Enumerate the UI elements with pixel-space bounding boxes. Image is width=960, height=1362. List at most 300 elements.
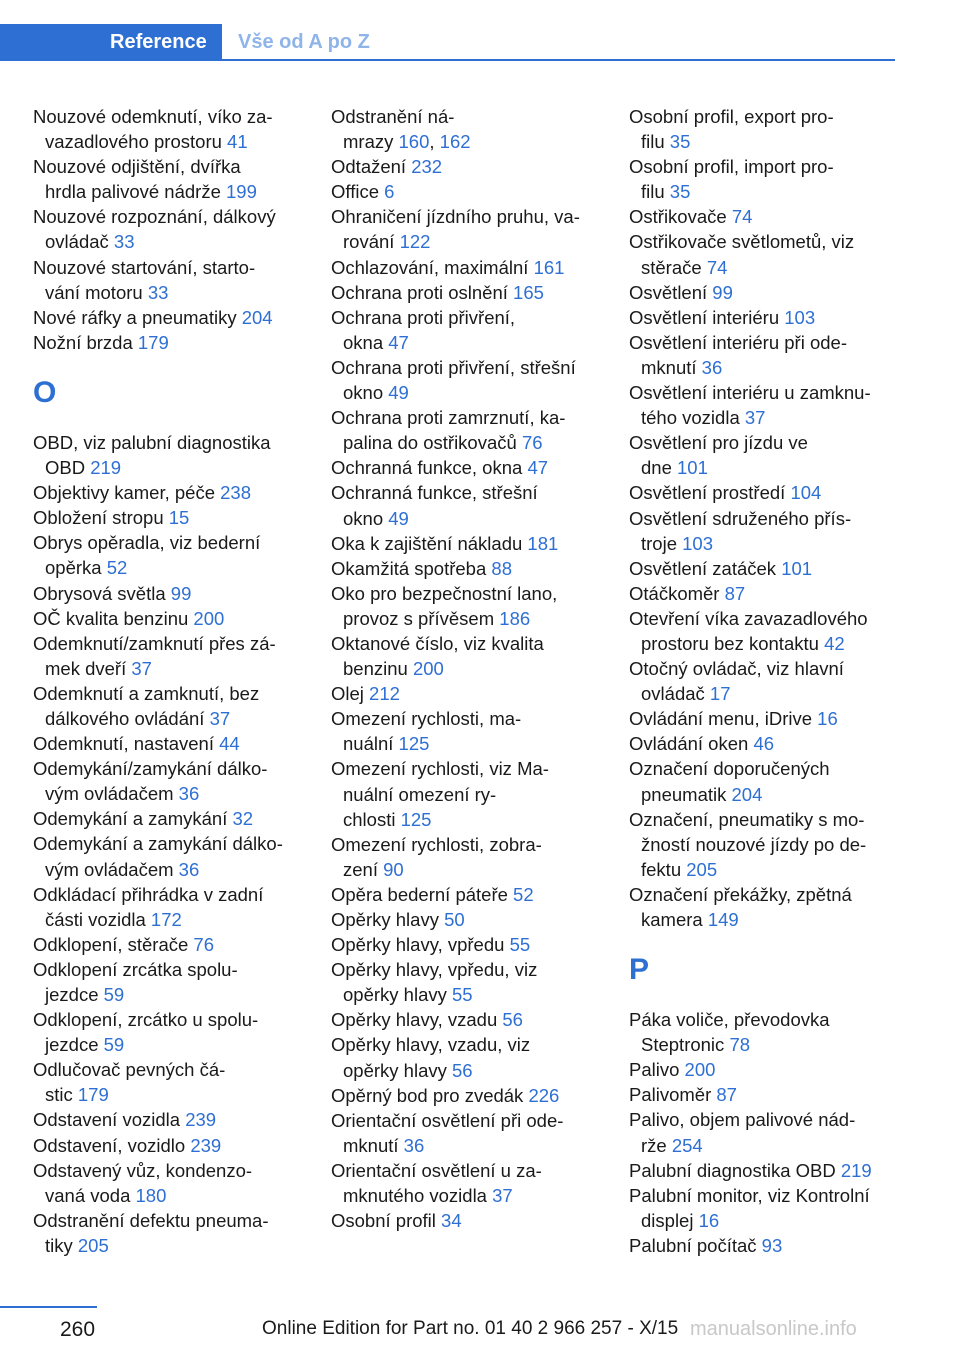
index-entry-label: Osvětlení prostředí	[629, 482, 791, 504]
index-entry-text	[33, 882, 301, 907]
index-entry-label: Otáčkoměr	[629, 582, 725, 604]
index-entry-text	[331, 104, 599, 129]
index-entry-text	[629, 556, 897, 581]
page-link[interactable]: 56	[502, 1009, 523, 1031]
index-entry-label: provoz s přívěsem	[343, 607, 500, 629]
page-link[interactable]: 50	[444, 909, 465, 930]
index-entry-label: Odemykání/zamykání dálko-	[33, 758, 268, 780]
index-entry-text	[33, 731, 301, 756]
page-link[interactable]: 205	[77, 1234, 109, 1256]
index-entry-text	[33, 831, 301, 856]
page-link[interactable]: 37	[492, 1185, 513, 1207]
index-entry-text	[33, 606, 301, 631]
page-link[interactable]: 90	[383, 858, 404, 880]
index-entry-label: Otevření víka zavazadlového	[629, 607, 868, 629]
index-entry-text	[331, 531, 599, 556]
index-entry-label: Obrys opěradla, viz bederní	[33, 532, 261, 554]
index-entry-text	[331, 405, 599, 430]
index-entry-label: Ochlazování, maximální	[331, 256, 534, 278]
page-link[interactable]: 52	[513, 883, 534, 905]
page-link[interactable]: 199	[226, 181, 257, 203]
index-entry-text	[331, 581, 599, 606]
index-entry-label: ovládač	[45, 231, 114, 253]
page-link[interactable]: 33	[113, 231, 135, 253]
page-link[interactable]: 88	[491, 557, 512, 579]
index-entry-label: Odemykání a zamykání	[33, 808, 233, 830]
index-entry	[33, 305, 301, 330]
index-entry	[33, 1107, 301, 1132]
index-entry	[331, 882, 599, 907]
index-entry-label: filu	[641, 131, 670, 153]
index-entry-text	[331, 154, 599, 179]
index-entry-label: filu	[641, 181, 670, 203]
index-entry	[33, 957, 301, 1007]
index-entry-label: Nouzové startování, starto-	[33, 256, 256, 278]
index-entry-text	[629, 305, 897, 330]
tab-all-a-to-z[interactable]: Vše od A po Z	[238, 31, 370, 53]
page-link[interactable]: 162	[439, 131, 471, 153]
index-entry-label: jezdce	[45, 984, 104, 1005]
index-entry-text	[629, 581, 897, 606]
page-link[interactable]: 37	[131, 657, 152, 679]
page-link[interactable]: 16	[817, 708, 838, 730]
page-link[interactable]: 99	[712, 281, 733, 303]
page-link[interactable]: 161	[533, 256, 565, 278]
index-entry-text	[331, 255, 599, 280]
page-link[interactable]: 179	[77, 1084, 109, 1106]
index-entry-text	[331, 1032, 599, 1057]
page-link[interactable]: 165	[513, 281, 544, 303]
page-link[interactable]: 37	[744, 407, 766, 429]
page-link[interactable]: 99	[170, 582, 192, 604]
index-entry-text	[331, 1083, 599, 1108]
index-entry-text	[331, 1007, 599, 1032]
index-entry-label: Ostřikovače	[629, 206, 732, 228]
index-entry	[33, 1208, 301, 1258]
index-entry-label: Ochranná funkce, střešní	[331, 482, 538, 504]
index-entry	[331, 756, 599, 831]
page-link[interactable]: 44	[219, 733, 240, 755]
index-entry-text	[629, 1133, 897, 1158]
index-column-2	[331, 104, 599, 1233]
index-entry-text	[331, 204, 599, 229]
page-link[interactable]: 160	[398, 131, 430, 153]
index-entry-text	[629, 857, 897, 882]
index-entry	[331, 1032, 599, 1082]
index-entry-label: Páka voliče, převodovka	[629, 1009, 830, 1031]
index-entry-label: rže	[641, 1134, 672, 1156]
page-link[interactable]: 179	[137, 331, 169, 353]
page-link[interactable]: 204	[731, 783, 763, 805]
index-entry-label: ovládač	[641, 683, 710, 705]
index-entry-text	[33, 781, 301, 806]
page-link[interactable]: 49	[388, 507, 409, 529]
page-link[interactable]: 17	[709, 683, 731, 705]
index-entry	[629, 154, 897, 204]
index-entry	[331, 455, 599, 480]
index-entry-text	[33, 1082, 301, 1107]
index-entry-text	[629, 330, 897, 355]
page-link[interactable]: 59	[103, 984, 125, 1005]
page-link[interactable]: 52	[106, 557, 128, 579]
index-entry-text	[33, 656, 301, 681]
index-entry	[629, 581, 897, 606]
index-entry-text	[331, 430, 599, 455]
index-entry-label: Palivo	[629, 1059, 685, 1081]
index-entry-text	[331, 957, 599, 982]
index-entry-text	[331, 731, 599, 756]
index-entry	[331, 405, 599, 455]
index-entry-text	[629, 255, 897, 280]
index-entry-label: Nové ráfky a pneumatiky	[33, 306, 242, 328]
index-entry-label: Opěrky hlavy, vzadu, viz	[331, 1034, 531, 1056]
index-entry-text	[629, 731, 897, 756]
page-link[interactable]: 36	[178, 858, 200, 880]
index-entry	[33, 831, 301, 881]
index-entry-label: vým ovládačem	[45, 858, 179, 880]
index-entry-label: Nožní brzda	[33, 331, 138, 353]
index-entry-text	[33, 756, 301, 781]
page-link[interactable]: 47	[388, 331, 409, 353]
index-entry-text	[33, 154, 301, 179]
index-entry-text	[629, 280, 897, 305]
index-entry-text	[331, 229, 599, 254]
index-entry-label: OBD	[45, 457, 91, 479]
index-entry-text	[629, 706, 897, 731]
page-link[interactable]: 36	[178, 783, 200, 805]
index-entry	[331, 832, 599, 882]
index-entry-label: vým ovládačem	[45, 783, 179, 805]
index-entry-text	[331, 179, 599, 204]
page-link[interactable]: 122	[399, 231, 431, 253]
index-entry-text	[331, 606, 599, 631]
index-entry	[33, 681, 301, 731]
index-entry-text	[331, 330, 599, 355]
index-entry	[331, 581, 599, 631]
index-entry	[629, 1158, 897, 1183]
page-link[interactable]: 55	[509, 934, 531, 956]
page-link[interactable]: 103	[784, 306, 816, 328]
page-link[interactable]: 32	[232, 808, 254, 830]
index-entry-text	[629, 1007, 897, 1032]
page-link[interactable]: 87	[716, 1084, 737, 1106]
index-entry	[33, 330, 301, 355]
index-entry-label: palina do ostřikovačů	[343, 432, 522, 454]
index-entry-text	[629, 506, 897, 531]
index-entry	[331, 154, 599, 179]
footer-rule	[0, 1306, 97, 1308]
page-link[interactable]: 74	[706, 256, 728, 278]
index-entry-text	[629, 204, 897, 229]
index-entry-label: Označení, pneumatiky s mo-	[629, 808, 865, 830]
index-entry-label: Palivo, objem palivové nád-	[629, 1109, 856, 1131]
page-link[interactable]: 205	[686, 858, 718, 880]
index-entry	[33, 154, 301, 204]
page-link[interactable]: 78	[729, 1034, 751, 1056]
index-entry-text	[331, 982, 599, 1007]
index-entry-label: mknutí	[641, 356, 702, 378]
page-link[interactable]: 254	[671, 1134, 703, 1156]
index-letter-heading: O	[33, 375, 57, 409]
index-entry-text	[331, 280, 599, 305]
index-entry-text	[629, 606, 897, 631]
page-link[interactable]: 204	[241, 306, 273, 328]
page-link[interactable]: 101	[677, 457, 708, 479]
index-entry-text	[33, 1032, 301, 1057]
index-entry-text: mrazy 160, 162	[343, 131, 471, 153]
page-link[interactable]: 36	[701, 356, 723, 378]
index-entry-label: Ochranná funkce, okna	[331, 457, 528, 479]
page-link[interactable]: 149	[707, 909, 739, 930]
page-link[interactable]: 37	[209, 707, 231, 729]
index-entry-text	[33, 330, 301, 355]
index-entry-text	[33, 480, 301, 505]
page-link[interactable]: 200	[412, 658, 444, 680]
index-entry-text	[33, 581, 301, 606]
index-entry	[331, 1158, 599, 1208]
page-link[interactable]: 101	[781, 557, 813, 579]
page-link[interactable]: 232	[411, 156, 443, 178]
edition-note: Online Edition for Part no. 01 40 2 966 257 - X/15	[262, 1318, 679, 1339]
index-entry-text	[33, 806, 301, 831]
index-entry	[629, 1183, 897, 1233]
index-entry	[331, 957, 599, 1007]
page-link[interactable]: 238	[220, 482, 252, 504]
index-entry	[33, 606, 301, 631]
index-column-3	[629, 104, 897, 1258]
index-entry-text	[331, 832, 599, 857]
index-entry-text	[629, 907, 897, 932]
index-entry	[33, 530, 301, 580]
page-link[interactable]: 219	[90, 457, 122, 479]
index-entry-text	[629, 405, 897, 430]
index-entry-label: Nouzové odemknutí, víko za-	[33, 106, 273, 127]
index-entry-text	[33, 280, 301, 305]
index-entry-label: nuální	[343, 733, 399, 755]
page-link[interactable]: 93	[761, 1234, 783, 1256]
page-link[interactable]: 172	[150, 908, 182, 930]
index-entry-label: benzinu	[343, 658, 413, 680]
index-entry	[629, 556, 897, 581]
index-entry-label: Okamžitá spotřeba	[331, 557, 492, 579]
header-bar	[0, 24, 895, 61]
page-link[interactable]: 125	[400, 808, 432, 830]
index-entry-text	[331, 305, 599, 330]
index-entry-label: kamera	[641, 909, 708, 930]
index-entry-label: Odklopení zrcátka spolu-	[33, 958, 238, 980]
page-link[interactable]: 200	[684, 1059, 716, 1081]
index-entry-label: Odemknutí a zamknutí, bez	[33, 682, 260, 704]
page-link[interactable]: 59	[103, 1034, 125, 1056]
index-entry-label: Odtažení	[331, 156, 412, 178]
index-entry-text	[33, 204, 301, 229]
index-entry	[629, 731, 897, 756]
index-entry-label: okno	[343, 507, 389, 529]
index-entry-text	[331, 631, 599, 656]
index-entry-text	[331, 882, 599, 907]
page-link[interactable]: 219	[840, 1159, 872, 1181]
tab-reference[interactable]: Reference	[0, 24, 222, 61]
index-entry	[331, 531, 599, 556]
index-entry-label: opěrky hlavy	[343, 984, 452, 1006]
index-letter-heading: P	[629, 953, 650, 987]
page-link[interactable]: 181	[527, 532, 559, 554]
index-entry	[629, 1057, 897, 1082]
index-entry-text	[629, 1158, 897, 1183]
index-entry-text	[33, 932, 301, 957]
index-entry-label: Odklopení, zrcátko u spolu-	[33, 1009, 259, 1031]
index-entry	[629, 1233, 897, 1258]
index-entry-text	[33, 530, 301, 555]
index-entry-label: Nouzové rozpoznání, dálkový	[33, 206, 276, 228]
index-entry-text	[629, 380, 897, 405]
index-entry-text	[629, 531, 897, 556]
index-entry-text	[33, 1007, 301, 1032]
index-entry-label: Odstavený vůz, kondenzo-	[33, 1159, 253, 1181]
page-link[interactable]: 55	[452, 984, 473, 1006]
index-entry-label: Osobní profil, import pro-	[629, 156, 834, 178]
page-link[interactable]: 46	[753, 733, 775, 755]
index-entry	[331, 1007, 599, 1032]
index-entry-label: Opěrný bod pro zvedák	[331, 1084, 529, 1106]
index-entry	[331, 932, 599, 957]
index-entry-label: Osobní profil, export pro-	[629, 106, 834, 127]
index-entry	[629, 380, 897, 430]
index-entry	[33, 882, 301, 932]
index-entry-label: Omezení rychlosti, ma-	[331, 708, 522, 730]
index-entry-label: Obrysová světla	[33, 582, 171, 604]
index-entry-text	[33, 907, 301, 932]
page-link[interactable]: 180	[135, 1184, 167, 1206]
index-entry-label: stic	[45, 1084, 78, 1106]
page-link[interactable]: 226	[528, 1084, 560, 1106]
index-entry-label: dálkového ovládání	[45, 707, 210, 729]
index-entry	[33, 480, 301, 505]
index-entry	[331, 280, 599, 305]
index-entry-label: Osvětlení	[629, 281, 713, 303]
page-link[interactable]: 41	[227, 131, 248, 153]
index-entry	[33, 631, 301, 681]
index-entry-label: Označení překážky, zpětná	[629, 883, 852, 905]
index-entry-label: Palubní diagnostika OBD	[629, 1159, 841, 1181]
index-entry-label: Označení doporučených	[629, 758, 830, 780]
index-entry-text	[331, 1108, 599, 1133]
page-number: 260	[60, 1318, 96, 1341]
page-link[interactable]: 33	[147, 281, 169, 303]
index-entry-label: Oka k zajištění nákladu	[331, 532, 528, 554]
page-link[interactable]: 200	[193, 607, 225, 629]
index-entry-text	[629, 882, 897, 907]
page-link[interactable]: 104	[790, 482, 822, 504]
index-entry-label: Omezení rychlosti, zobra-	[331, 833, 542, 855]
page-link[interactable]: 47	[527, 457, 549, 479]
page-link[interactable]: 35	[669, 181, 691, 203]
page-link[interactable]: 49	[388, 382, 409, 404]
index-entry	[33, 581, 301, 606]
index-entry	[331, 255, 599, 280]
page-link[interactable]: 74	[731, 206, 753, 228]
index-entry	[629, 706, 897, 731]
index-entry-text	[33, 455, 301, 480]
index-entry-label: okna	[343, 331, 389, 353]
index-entry-label: Ochrana proti oslnění	[331, 281, 514, 303]
index-entry-label: vazadlového prostoru	[45, 131, 228, 153]
page-link[interactable]: 76	[521, 432, 543, 454]
index-entry	[331, 179, 599, 204]
page-link[interactable]: 103	[682, 532, 714, 554]
index-entry-text	[331, 1158, 599, 1183]
index-entry-label: rování	[343, 231, 400, 253]
index-entry	[331, 1108, 599, 1158]
page-link[interactable]: 42	[824, 632, 845, 654]
page-link[interactable]: 125	[398, 733, 430, 755]
index-entry-text	[33, 104, 301, 129]
index-entry	[629, 305, 897, 330]
index-entry-label: Oko pro bezpečnostní lano,	[331, 582, 558, 604]
index-entry-text	[33, 631, 301, 656]
index-entry-text	[33, 857, 301, 882]
page-link[interactable]: 15	[168, 507, 190, 529]
index-entry	[33, 204, 301, 254]
index-entry-label: Osvětlení interiéru při ode-	[629, 331, 847, 353]
index-entry-label: Osvětlení interiéru u zamknu-	[629, 382, 871, 404]
page-link[interactable]: 212	[369, 683, 400, 705]
index-entry-text	[331, 907, 599, 932]
index-entry-label: dne	[641, 457, 678, 479]
page-link[interactable]: 239	[185, 1109, 217, 1131]
index-entry-text	[629, 681, 897, 706]
index-entry	[331, 104, 599, 154]
index-entry	[33, 104, 301, 154]
index-entry-label: okno	[343, 382, 389, 404]
page-link[interactable]: 186	[499, 607, 531, 629]
index-entry-text	[331, 857, 599, 882]
index-entry	[331, 556, 599, 581]
index-entry	[33, 255, 301, 305]
page-link[interactable]: 239	[190, 1134, 222, 1156]
index-entry-text	[331, 656, 599, 681]
index-entry	[629, 656, 897, 706]
page-link[interactable]: 87	[724, 582, 746, 604]
page-link[interactable]: 36	[403, 1134, 425, 1156]
index-entry-label: mrazy	[343, 131, 399, 153]
index-entry-label: Odklopení, stěrače	[33, 933, 194, 955]
index-entry-text	[331, 380, 599, 405]
index-entry	[331, 355, 599, 405]
index-entry-label: Otočný ovládač, viz hlavní	[629, 658, 844, 680]
index-entry-label: Palubní počítač	[629, 1234, 762, 1256]
index-entry	[629, 807, 897, 882]
page-link[interactable]: 34	[441, 1210, 462, 1232]
index-entry	[629, 1007, 897, 1057]
page-link[interactable]: 76	[193, 933, 214, 955]
index-entry-label: Odstavení vozidla	[33, 1109, 186, 1131]
index-entry	[629, 606, 897, 656]
index-entry-text	[33, 957, 301, 982]
index-entry-text	[33, 1233, 301, 1258]
index-entry-text	[629, 179, 897, 204]
index-entry-label: chlosti	[343, 808, 401, 830]
page-link[interactable]: 16	[698, 1209, 720, 1231]
index-entry-text	[331, 807, 599, 832]
page-link[interactable]: 6	[384, 181, 395, 203]
index-entry-label: nuální omezení ry-	[343, 783, 497, 805]
index-entry-text	[331, 480, 599, 505]
page-link[interactable]: 56	[452, 1059, 473, 1081]
index-entry-label: Osobní profil	[331, 1210, 442, 1232]
index-entry	[629, 204, 897, 229]
page-link[interactable]: 35	[669, 131, 691, 153]
